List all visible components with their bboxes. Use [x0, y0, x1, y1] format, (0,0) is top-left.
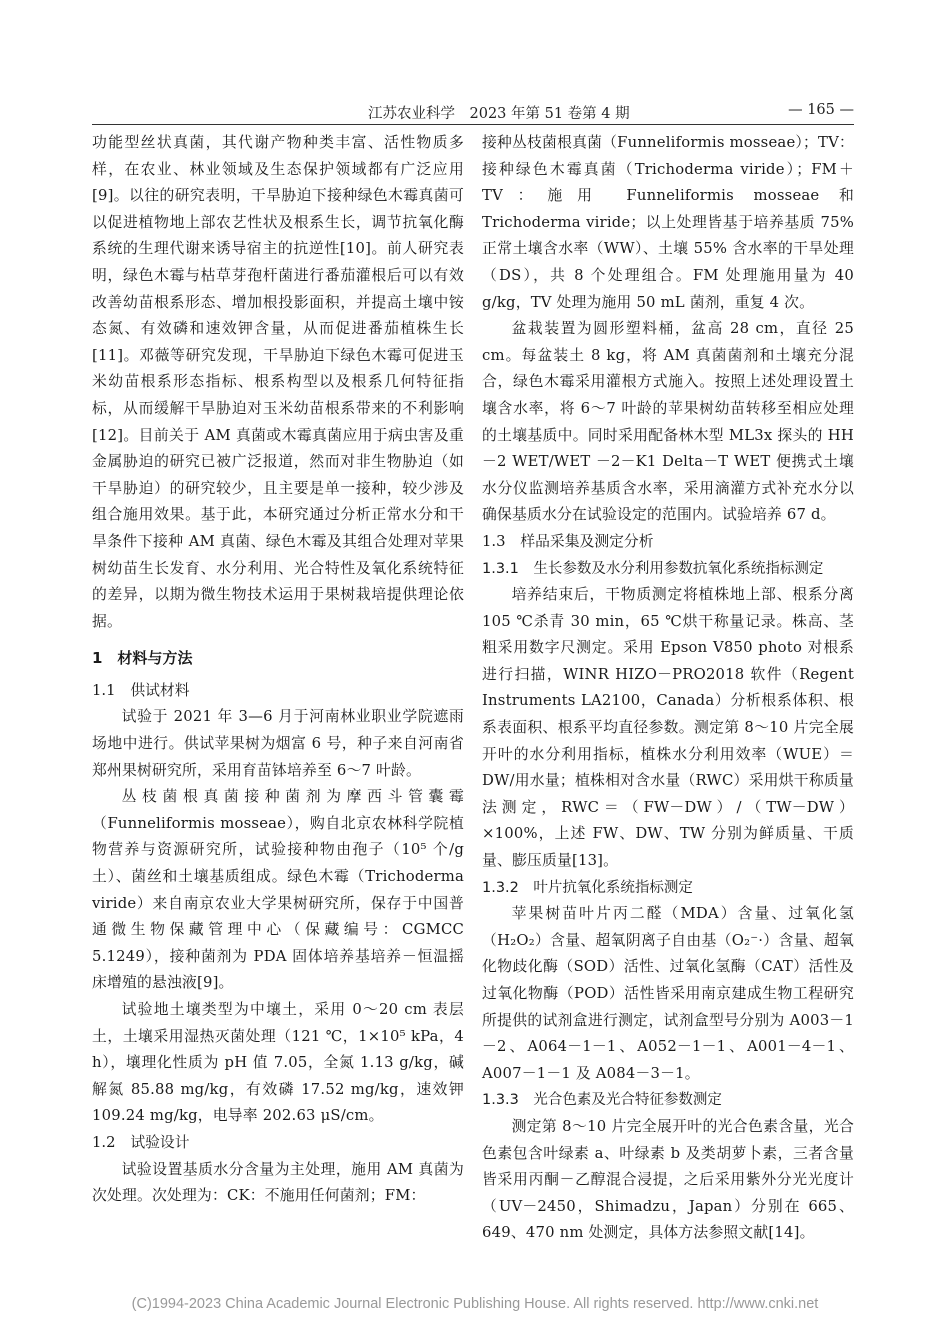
subsection-heading: 1.2 试验设计: [92, 1133, 190, 1151]
right-column: [482, 130, 854, 1247]
paragraph: 试验地土壤类型为中壤土，采用 0～20 cm 表层土，土壤采用湿热灭菌处理（121 ℃，1×10⁵ kPa，4 h），壤理化性质为 pH 值 7.05，全氮 1.13 g/kg，碱解氮 85.88 mg/kg，有效磷 17.52 mg/kg，速效钾 109.24 mg/kg，电导率 202.63 μS/cm。: [92, 1001, 464, 1125]
subsubsection-heading: [482, 556, 854, 583]
paragraph: 盆栽装置为圆形塑料桶，盆高 28 cm，直径 25 cm。每盆装土 8 kg，将 AM 真菌菌剂和土壤充分混合，绿色木霉采用灌根方式施入。按照上述处理设置土壤含水率，将 6～7 叶龄的苹果树幼苗转移至相应处理的土壤基质中。同时采用配备林木型 ML3x 探头的 HH－2 WET/WET －2－K1 Delta－T WET 便携式土壤水分仪监测培养基质含水率，采用滴灌方式补充水分以确保基质水分在试验设定的范围内。试验培养 67 d。: [482, 320, 854, 524]
paragraph: 功能型丝状真菌，其代谢产物种类丰富、活性物质多样，在农业、林业领域及生态保护领域都有广泛应用[9]。以往的研究表明，干旱胁迫下接种绿色木霉真菌可以促进植物地上部农艺性状及根系生长，调节抗氧化酶系统的生理代谢来诱导宿主的抗逆性[10]。前人研究表明，绿色木霉与枯草芽孢杆菌进行番茄灌根后可以有效改善幼苗根系形态、增加根投影面积，并提高土壤中铵态氮、有效磷和速效钾含量，从而促进番茄植株生长[11]。邓薇等研究发现，干旱胁迫下绿色木霉可促进玉米幼苗根系形态指标、根系构型以及根系几何特征指标，从而缓解干旱胁迫对玉米幼苗根系带来的不利影响[12]。目前关于 AM 真菌或木霉真菌应用于病虫害及重金属胁迫的研究已被广泛报道，然而对非生物胁迫（如干旱胁迫）的研究较少，且主要是单一接种，较少涉及组合施用效果。基于此，本研究通过分析正常水分和干旱条件下接种 AM 真菌、绿色木霉及其组合处理对苹果树幼苗生长发育、水分利用、光合特性及氧化系统特征的差异，以期为微生物技术运用于果树栽培提供理论依据。: [92, 134, 464, 630]
paragraph: 测定第 8～10 片完全展开叶的光合色素含量，光合色素包含叶绿素 a、叶绿素 b 及类胡萝卜素，三者含量皆采用丙酮－乙醇混合浸提，之后采用紫外分光光度计（UV－2450，Shimadzu，Japan）分别在 665、649、470 nm 处测定，具体方法参照文献[14]。: [482, 1117, 854, 1242]
journal-info: 江苏农业科学 2023 年第 51 卷第 4 期: [368, 106, 630, 122]
paragraph: 丛枝菌根真菌接种菌剂为摩西斗管囊霉（Funneliformis mosseae），购自北京农林科学院植物营养与资源研究所，试验接种物由孢子（10⁵ 个/g 土）、菌丝和土壤基质组成。绿色木霉（Trichoderma viride）来自南京农业大学果树研究所，保存于中国普通微生物保藏管理中心（保藏编号：CGMCC 5.1249），接种菌剂为 PDA 固体培养基培养－恒温摇床增殖的悬浊液[9]。: [92, 788, 464, 992]
left-column: [92, 130, 464, 1210]
subsubsection-heading: [482, 1087, 854, 1114]
running-header: [92, 102, 854, 122]
subsubsection-label: 1.3.2 叶片抗氧化系统指标测定: [482, 879, 693, 896]
paragraph: 苹果树苗叶片丙二醛（MDA）含量、过氧化氢（H₂O₂）含量、超氧阴离子自由基（O₂⁻·）含量、超氧化物歧化酶（SOD）活性、过氧化氢酶（CAT）活性及过氧化物酶（POD）活性皆采用南京建成生物工程研究所提供的试剂盒进行测定，试剂盒型号分别为 A003－1－2、A064－1－1、A052－1－1、A001－4－1、A007－1－1 及 A084－3－1。: [482, 905, 854, 1082]
copyright-footer: (C)1994-2023 China Academic Journal Electronic Publishing House. All rights reserved. http://www.cnki.net: [131, 1296, 819, 1312]
subsection-heading: 1.1 供试材料: [92, 681, 190, 699]
paragraph: 试验设置基质水分含量为主处理，施用 AM 真菌为次处理。次处理为：CK：不施用任何菌剂；FM：: [92, 1160, 464, 1205]
subsection-heading: 1.3 样品采集及测定分析: [482, 532, 654, 550]
header-rule: [92, 124, 854, 125]
subsubsection-label: 1.3.1 生长参数及水分利用参数抗氧化系统指标测定: [482, 560, 824, 577]
paragraph: 培养结束后，干物质测定将植株地上部、根系分离 105 ℃杀青 30 min，65 ℃烘干称量记录。株高、茎粗采用数字尺测定。采用 Epson V850 photo 对根系进行扫描，WINR HIZO－PRO2018 软件（Regent Instruments LA2100，Canada）分析根系体积、根系表面积、根系平均直径参数。测定第 8～10 片完全展开叶的水分利用指标，植株水分利用效率（WUE）＝DW/用水量；植株相对含水量（RWC）采用烘干称质量法测定，RWC＝（FW－DW）/（TW－DW）×100%，上述 FW、DW、TW 分别为鲜质量、干质量、膨压质量[13]。: [482, 586, 854, 870]
page-number: — 165 —: [788, 102, 854, 118]
subsubsection-label: 1.3.3 光合色素及光合特征参数测定: [482, 1092, 722, 1109]
paragraph: 接种丛枝菌根真菌（Funneliformis mosseae）；TV：接种绿色木霉真菌（Trichoderma viride）；FM＋TV：施用 Funneliformis mosseae 和 Trichoderma viride；以上处理皆基于培养基质 75% 正常土壤含水率（WW）、土壤 55% 含水率的干旱处理（DS），共 8 个处理组合。FM 处理施用量为 40 g/kg，TV 处理为施用 50 mL 菌剂，重复 4 次。: [482, 134, 854, 311]
subsubsection-heading: [482, 875, 854, 902]
section-heading: 1 材料与方法: [92, 649, 193, 668]
paragraph: 试验于 2021 年 3—6 月于河南林业职业学院遮雨场地中进行。供试苹果树为烟富 6 号，种子来自河南省郑州果树研究所，采用育苗钵培养至 6～7 叶龄。: [92, 708, 464, 779]
